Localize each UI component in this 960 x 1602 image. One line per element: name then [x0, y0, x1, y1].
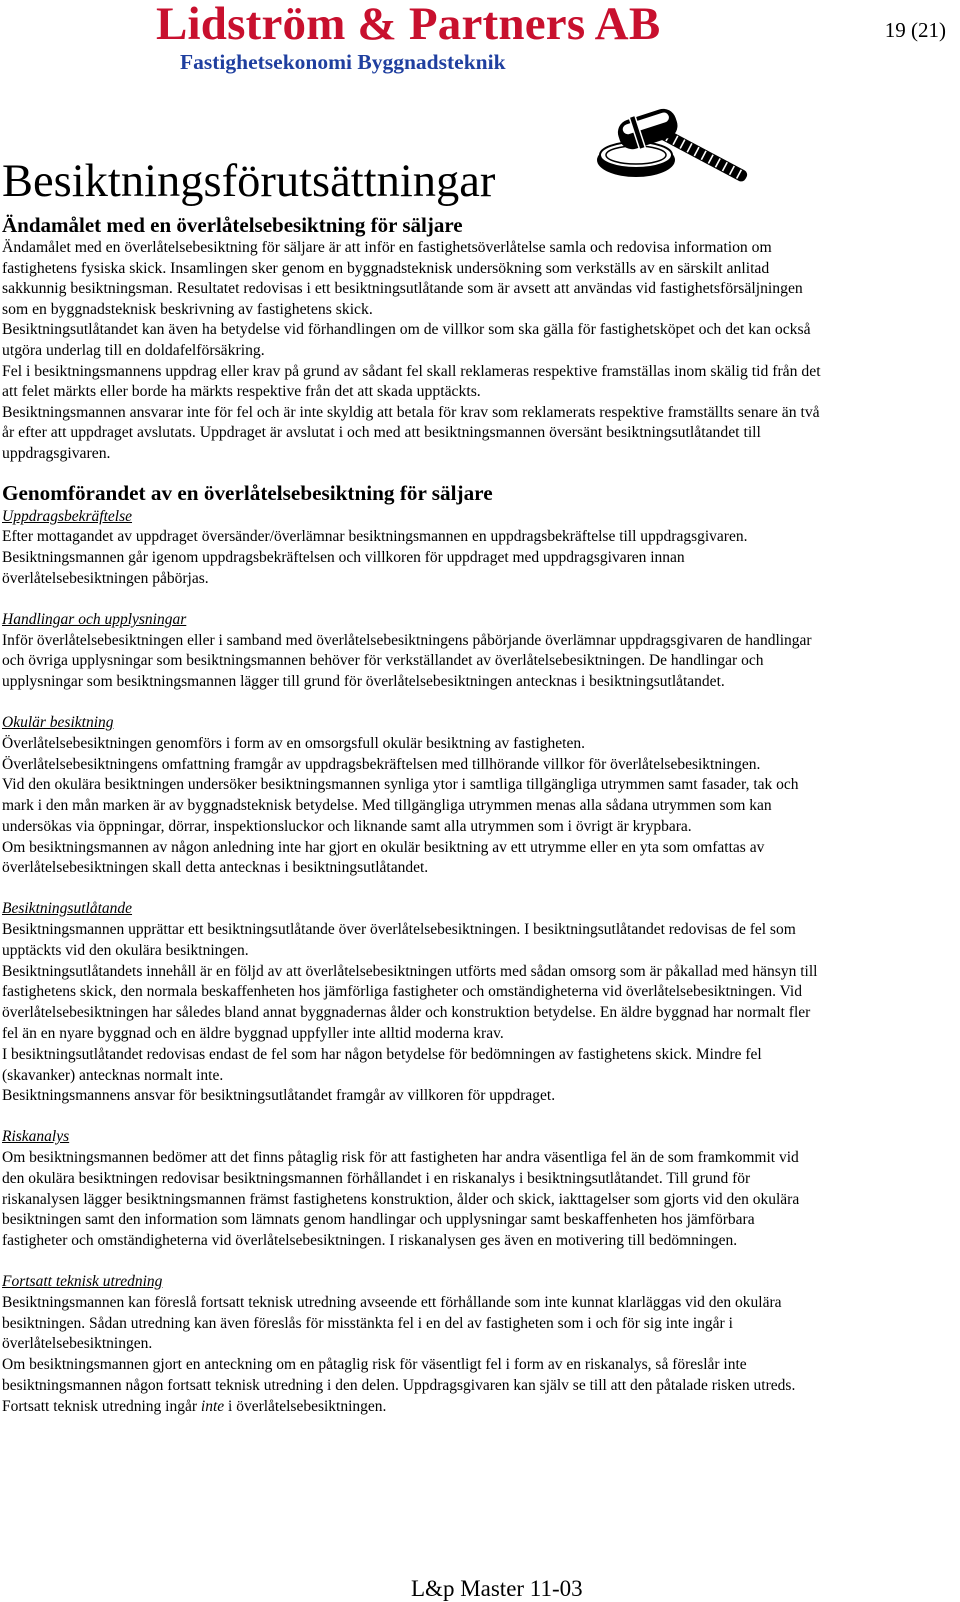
section-heading-execution: Genomförandet av en överlåtelsebesiktning för säljare — [2, 480, 493, 505]
page-title: Besiktningsförutsättningar — [2, 156, 496, 207]
block-uppdragsbekraftelse — [2, 507, 822, 590]
section-body-purpose — [2, 238, 822, 465]
paragraph: Vid den okulära besiktningen undersöker besiktningsmannen synliga ytor i samtliga tillgängliga utrymmen samt fasader, tak och mark i den mån marken är av byggnadsteknisk betydelse. Med tillgängliga utrymmen menas alla sådana utrymmen som kan undersökas via öppningar, dörrar, inspektionsluckor och liknande samt alla utrymmen som i övrigt är krypbara. — [2, 776, 799, 835]
block-riskanalys — [2, 1127, 822, 1252]
paragraph: Ändamålet med en överlåtelsebesiktning för säljare är att inför en fastighetsöverlåtelse samla och redovisa information om fastighetens fysiska skick. Insamlingen sker genom en byggnadsteknisk undersökning som verkställs av en särskilt anlitad sakkunnig besiktningsman. Resultatet redovisas i ett besiktningsutlåtande som är avsett att användas vid fastighetsförsäljningen som en byggnadsteknisk beskrivning av fastighetens skick. — [2, 239, 803, 318]
subheading: Handlingar och upplysningar — [2, 610, 187, 628]
text-run: i överlåtelsebesiktningen. — [224, 1397, 387, 1415]
subheading: Besiktningsutlåtande — [2, 900, 133, 918]
subheading: Riskanalys — [2, 1128, 70, 1146]
text-run: Fortsatt teknisk utredning ingår — [2, 1397, 201, 1415]
paragraph: Besiktningsmannen upprättar ett besiktningsutlåtande över överlåtelsebesiktningen. I besiktningsutlåtandet redovisas de fel som upptäckts vid den okulära besiktningen. — [2, 921, 796, 959]
paragraph: Om besiktningsmannen bedömer att det finns påtaglig risk för att fastigheten har andra väsentliga fel än de som framkommit vid den okulära besiktningen redovisar besiktningsmannen förhållandet i en riskanalys i besiktningsutlåtandet. Till grund för riskanalysen lägger besiktningsmannen främst fastighetens konstruktion, ålder och skick, iakttagelser som gjorts vid den okulära besiktningen samt den information som lämnats genom handlingar och upplysningar samt beskaffenheten hos jämförbara fastigheter och omständigheterna vid överlåtelsebesiktningen. I riskanalysen ges även en motivering till bedömningen. — [2, 1149, 800, 1250]
document-body — [2, 152, 822, 1418]
subheading: Fortsatt teknisk utredning — [2, 1273, 163, 1291]
paragraph: Besiktningsmannen kan föreslå fortsatt teknisk utredning avseende ett förhållande som inte kunnat klarläggas vid den okulära besiktningen. Sådan utredning kan även föreslås för misstänkta fel i en del av fastigheten som i och för sig inte ingår i överlåtelsebesiktningen. — [2, 1293, 782, 1353]
paragraph: Besiktningsutlåtandet kan även ha betydelse vid förhandlingen om de villkor som ska gälla för fastighetsköpet och det kan också utgöra underlag till en doldafelförsäkring. — [2, 321, 811, 359]
page-number: 19 (21) — [884, 18, 946, 42]
paragraph: Fel i besiktningsmannens uppdrag eller krav på grund av sådant fel skall reklameras respektive framställas inom skälig tid från det att felet märkts eller borde ha märkts respektive från det att skada upptäckts. — [2, 362, 821, 401]
paragraph: Inför överlåtelsebesiktningen eller i samband med överlåtelsebesiktningens påbörjande överlämnar uppdragsgivaren de handlingar och övriga upplysningar som besiktningsmannen behöver för verkställandet av överlåtelsebesiktningen. De handlingar och upplysningar som besiktningsmannen lägger till grund för överlåtelsebesiktningen antecknas i besiktningsutlåtandet. — [2, 631, 812, 691]
block-handlingar — [2, 610, 822, 693]
paragraph: Besiktningsmannen ansvarar inte för fel och är inte skyldig att betala för krav som reklamerats respektive framställts senare än två år efter att uppdraget avslutats. Uppdraget är avslutat i och med att besiktningsmannen översänt besiktningsutlåtandet till uppdragsgivaren. — [2, 403, 820, 462]
block-besiktningsutlatande — [2, 899, 822, 1107]
company-tagline: Fastighetsekonomi Byggnadsteknik — [180, 50, 506, 74]
footer-label: L&p Master 11-03 — [411, 1576, 583, 1601]
paragraph: Överlåtelsebesiktningen genomförs i form av en omsorgsfull okulär besiktning av fastigheten. — [2, 734, 585, 752]
paragraph: Om besiktningsmannen av någon anledning inte har gjort en okulär besiktning av ett utrymme eller en yta som omfattas av överlåtelsebesiktningen skall detta antecknas i besiktningsutlåtandet. — [2, 838, 765, 877]
block-okular-besiktning — [2, 713, 822, 879]
subheading: Okulär besiktning — [2, 713, 114, 731]
paragraph: Besiktningsutlåtandets innehåll är en följd av att överlåtelsebesiktningen utförts med sådan omsorg som är påkallad med hänsyn till fastighetens skick, den normala beskaffenheten hos jämförliga fastigheter och omständigheterna vid överlåtelsebesiktningen. Vid överlåtelsebesiktningen har således bland annat byggnadernas ålder och konstruktion betydelse. En äldre byggnad har normalt fler fel än en nyare byggnad och en äldre byggnad uppfyller inte alltid moderna krav. — [2, 962, 818, 1043]
paragraph: Efter mottagandet av uppdraget översänder/överlämnar besiktningsmannen en uppdragsbekräftelse till uppdragsgivaren. Besiktningsmannen går igenom uppdragsbekräftelsen och villkoren för uppdraget med uppdragsgivaren innan överlåtelsebesiktningen påbörjas. — [2, 528, 748, 587]
emphasis: inte — [200, 1397, 225, 1415]
paragraph: I besiktningsutlåtandet redovisas endast de fel som har någon betydelse för bedömningen av fastighetens skick. Mindre fel (skavanker) antecknas normalt inte. — [2, 1045, 762, 1084]
section-heading-purpose: Ändamålet med en överlåtelsebesiktning för säljare — [2, 213, 463, 237]
block-fortsatt-utredning — [2, 1272, 822, 1418]
paragraph: Om besiktningsmannen gjort en anteckning om en påtaglig risk för väsentligt fel i form av en riskanalys, så föreslår inte besiktningsmannen någon fortsatt teknisk utredning i den delen. Uppdragsgivaren kan själv se till att den påtalade risken utreds. — [2, 1356, 796, 1395]
paragraph-last — [2, 1397, 822, 1418]
paragraph: Besiktningsmannens ansvar för besiktningsutlåtandet framgår av villkoren för uppdraget. — [2, 1087, 556, 1105]
paragraph: Överlåtelsebesiktningens omfattning framgår av uppdragsbekräftelsen med tillhörande villkor för överlåtelsebesiktningen. — [2, 755, 761, 773]
company-name: Lidström & Partners AB — [156, 0, 661, 50]
subheading: Uppdragsbekräftelse — [2, 507, 133, 525]
